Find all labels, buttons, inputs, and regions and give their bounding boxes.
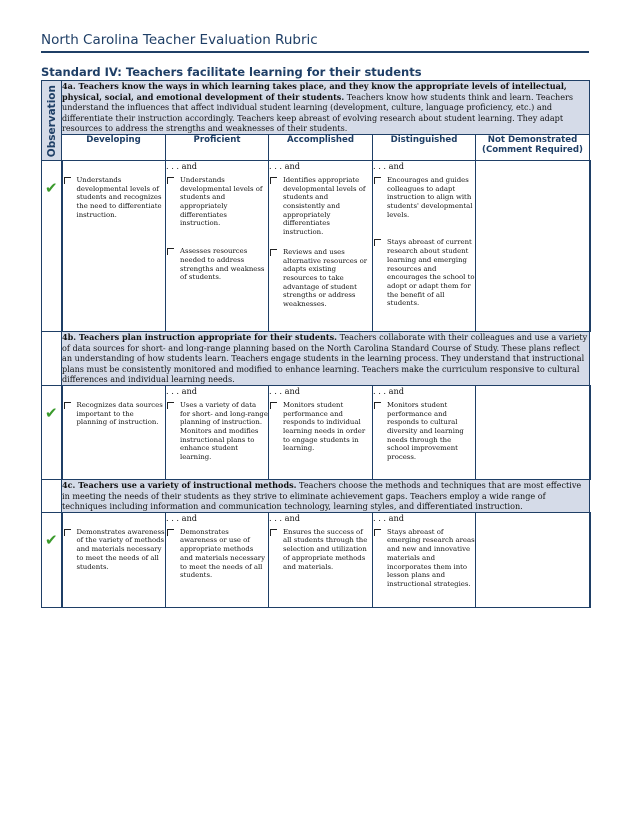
section-4b-not-demonstrated[interactable] bbox=[476, 385, 590, 479]
section-4a-distinguished: . . . and Encourages and guides colleagues to adapt instruction to align with students' developmental levels. Stays abreast of current research about student learning and emerging resources and encourages the school to adopt or adapt them for the benefit of all students. bbox=[373, 160, 476, 331]
checkbox[interactable] bbox=[167, 248, 174, 255]
section-4c-accomplished: . . . and Ensures the success of all students through the selection and utilization of appropriate methods and materials. bbox=[269, 512, 373, 607]
section-4b-developing: Recognizes data sources important to the planning of instruction. bbox=[62, 385, 166, 479]
checkbox[interactable] bbox=[167, 402, 174, 409]
section-4a-description: 4a. Teachers know the ways in which learning takes place, and they know the appropriate levels of intellectual, physical, social, and emotional development of their students. Teachers know how students think and learn. Teachers understand the influences that affect individual student learning (development, culture, language proficiency, etc.) and differentiate their instruction accordingly. Teachers keep abreast of evolving research about student learning. They adapt resources to address the strengths and weaknesses of their students. bbox=[62, 81, 590, 135]
checkbox[interactable] bbox=[167, 177, 174, 184]
column-header-developing: Developing bbox=[62, 134, 166, 160]
section-4c-distinguished: . . . and Stays abreast of emerging research areas and new and innovative materials and incorporates them into lesson plans and instructional strategies. bbox=[373, 512, 476, 607]
checkbox[interactable] bbox=[270, 402, 277, 409]
section-4c-proficient: . . . and Demonstrates awareness or use of appropriate methods and materials necessary to meet the needs of all students. bbox=[166, 512, 269, 607]
checkmark-icon: ✔ bbox=[44, 530, 58, 549]
section-4c-check-cell bbox=[42, 512, 62, 607]
section-4b-check-cell bbox=[42, 385, 62, 479]
section-4a-proficient: . . . and Understands developmental levels of students and appropriately differentiates instruction. Assesses resources needed to address strengths and weakness of students. bbox=[166, 160, 269, 331]
column-header-proficient: Proficient bbox=[166, 134, 269, 160]
section-4a-check-cell bbox=[42, 160, 62, 331]
column-header-distinguished: Distinguished bbox=[373, 134, 476, 160]
section-4a-accomplished: . . . and Identifies appropriate developmental levels of students and consistently and appropriately differentiates instruction. Reviews and uses alternative resources or adapts existing resources to take advantage of student strengths or address weaknesses. bbox=[269, 160, 373, 331]
checkbox[interactable] bbox=[270, 177, 277, 184]
section-4b-description: 4b. Teachers plan instruction appropriate for their students. Teachers collaborate with their colleagues and use a variety of data sources for short- and long-range planning based on the North Carolina Standard Course of Study. These plans reflect an understanding of how students learn. Teachers engage students in the learning process. They understand that instructional plans must be consistently monitored and modified to enhance learning. Teachers make the curriculum responsive to cultural differences and individual learning needs. bbox=[62, 331, 590, 385]
rubric-table bbox=[41, 80, 591, 608]
checkmark-icon: ✔ bbox=[44, 178, 58, 197]
checkbox[interactable] bbox=[64, 402, 71, 409]
observation-label: Observation bbox=[45, 85, 58, 158]
section-4b-proficient: . . . and Uses a variety of data for short- and long-range planning of instruction. Monitors and modifies instructional plans to enhance student learning. bbox=[166, 385, 269, 479]
checkbox[interactable] bbox=[374, 529, 381, 536]
checkbox[interactable] bbox=[64, 177, 71, 184]
section-4c-description: 4c. Teachers use a variety of instructional methods. Teachers choose the methods and techniques that are most effective in meeting the needs of their students as they strive to eliminate achievement gaps. Teachers employ a wide range of techniques including information and communication technology, learning styles, and differentiated instruction. bbox=[62, 479, 590, 512]
checkbox[interactable] bbox=[374, 402, 381, 409]
checkbox[interactable] bbox=[374, 177, 381, 184]
section-4c-side bbox=[42, 479, 62, 512]
column-header-accomplished: Accomplished bbox=[269, 134, 373, 160]
observation-label-cell bbox=[42, 81, 62, 161]
section-4b-distinguished: . . . and Monitors student performance and responds to cultural diversity and learning needs through the school improvement process. bbox=[373, 385, 476, 479]
checkbox[interactable] bbox=[374, 239, 381, 246]
checkbox[interactable] bbox=[270, 529, 277, 536]
checkbox[interactable] bbox=[270, 249, 277, 256]
checkbox[interactable] bbox=[167, 529, 174, 536]
section-4c-not-demonstrated[interactable] bbox=[476, 512, 590, 607]
section-4b-accomplished: . . . and Monitors student performance and responds to individual learning needs in order to engage students in learning. bbox=[269, 385, 373, 479]
checkmark-icon: ✔ bbox=[44, 403, 58, 422]
header-divider bbox=[41, 51, 589, 53]
section-4a-not-demonstrated[interactable] bbox=[476, 160, 590, 331]
section-4a-developing: Understands developmental levels of students and recognizes the need to differentiate instruction. bbox=[62, 160, 166, 331]
section-4c-developing: Demonstrates awareness of the variety of methods and materials necessary to meet the needs of all students. bbox=[62, 512, 166, 607]
standard-title: Standard IV: Teachers facilitate learning for their students bbox=[41, 65, 422, 79]
document-title: North Carolina Teacher Evaluation Rubric bbox=[41, 32, 318, 48]
checkbox[interactable] bbox=[64, 529, 71, 536]
column-header-not-demonstrated: Not Demonstrated (Comment Required) bbox=[476, 134, 590, 160]
section-4b-side bbox=[42, 331, 62, 385]
